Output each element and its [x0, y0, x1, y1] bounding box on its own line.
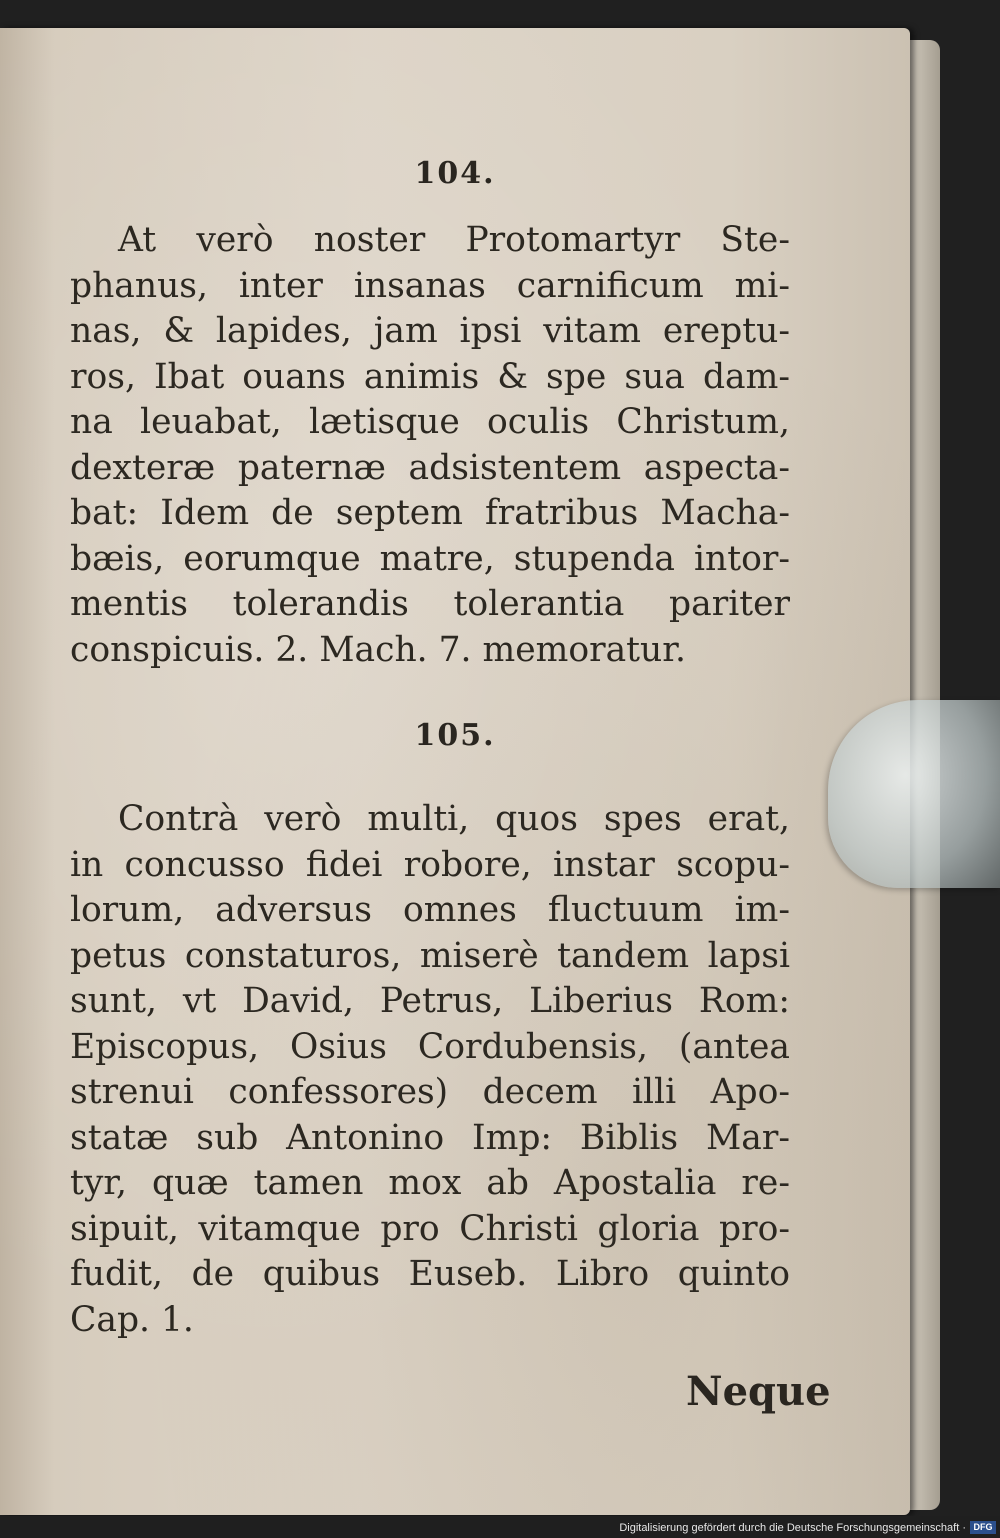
text-line: ros, Ibat ouans animis & spe sua dam-: [70, 356, 790, 397]
text-line: sipuit, vitamque pro Christi gloria pro-: [70, 1208, 790, 1249]
text-line: lorum, adversus omnes fluctuum im-: [70, 890, 790, 930]
section-number-104: 104.: [414, 156, 496, 191]
text-line: mentis tolerandis tolerantia pariter: [70, 584, 790, 624]
text-line: strenui confessores) decem illi Apo-: [70, 1072, 790, 1112]
text-line: phanus, inter insanas carnificum mi-: [70, 265, 790, 306]
footer-bar: [0, 1516, 1000, 1538]
text-line: dexteræ paternæ adsistentem aspecta-: [70, 447, 790, 488]
text-line: fudit, de quibus Euseb. Libro quinto: [70, 1254, 790, 1294]
text-line: Contrà verò multi, quos spes erat,: [118, 799, 790, 839]
section-number-105: 105.: [414, 718, 496, 753]
text-line: statæ sub Antonino Imp: Biblis Mar-: [70, 1117, 790, 1158]
page-clip: [828, 700, 1000, 888]
dfg-logo-icon: DFG: [970, 1521, 996, 1534]
text-line: tyr, quæ tamen mox ab Apostalia re-: [70, 1163, 790, 1203]
book-page: [0, 28, 910, 1515]
digitization-credit: Digitalisierung gefördert durch die Deutsche Forschungsgemeinschaft ·: [619, 1522, 966, 1534]
text-line: na leuabat, lætisque oculis Christum,: [70, 402, 790, 442]
text-line: sunt, vt David, Petrus, Liberius Rom:: [70, 981, 790, 1021]
text-line: Episcopus, Osius Cordubensis, (antea: [70, 1026, 790, 1067]
catchword: Neque: [686, 1368, 831, 1415]
text-line: bæis, eorumque matre, stupenda intor-: [70, 538, 790, 579]
text-line: in concusso fidei robore, instar scopu-: [70, 844, 790, 885]
text-line: bat: Idem de septem fratribus Macha-: [70, 493, 790, 533]
text-line: Cap. 1.: [70, 1299, 194, 1340]
text-line: conspicuis. 2. Mach. 7. memoratur.: [70, 629, 686, 670]
paragraph-104: [70, 218, 790, 673]
paragraph-105: [70, 797, 790, 1343]
text-line: nas, & lapides, jam ipsi vitam ereptu-: [70, 311, 790, 351]
text-line: At verò noster Protomartyr Ste-: [118, 220, 790, 260]
text-line: petus constaturos, miserè tandem lapsi: [70, 935, 790, 976]
